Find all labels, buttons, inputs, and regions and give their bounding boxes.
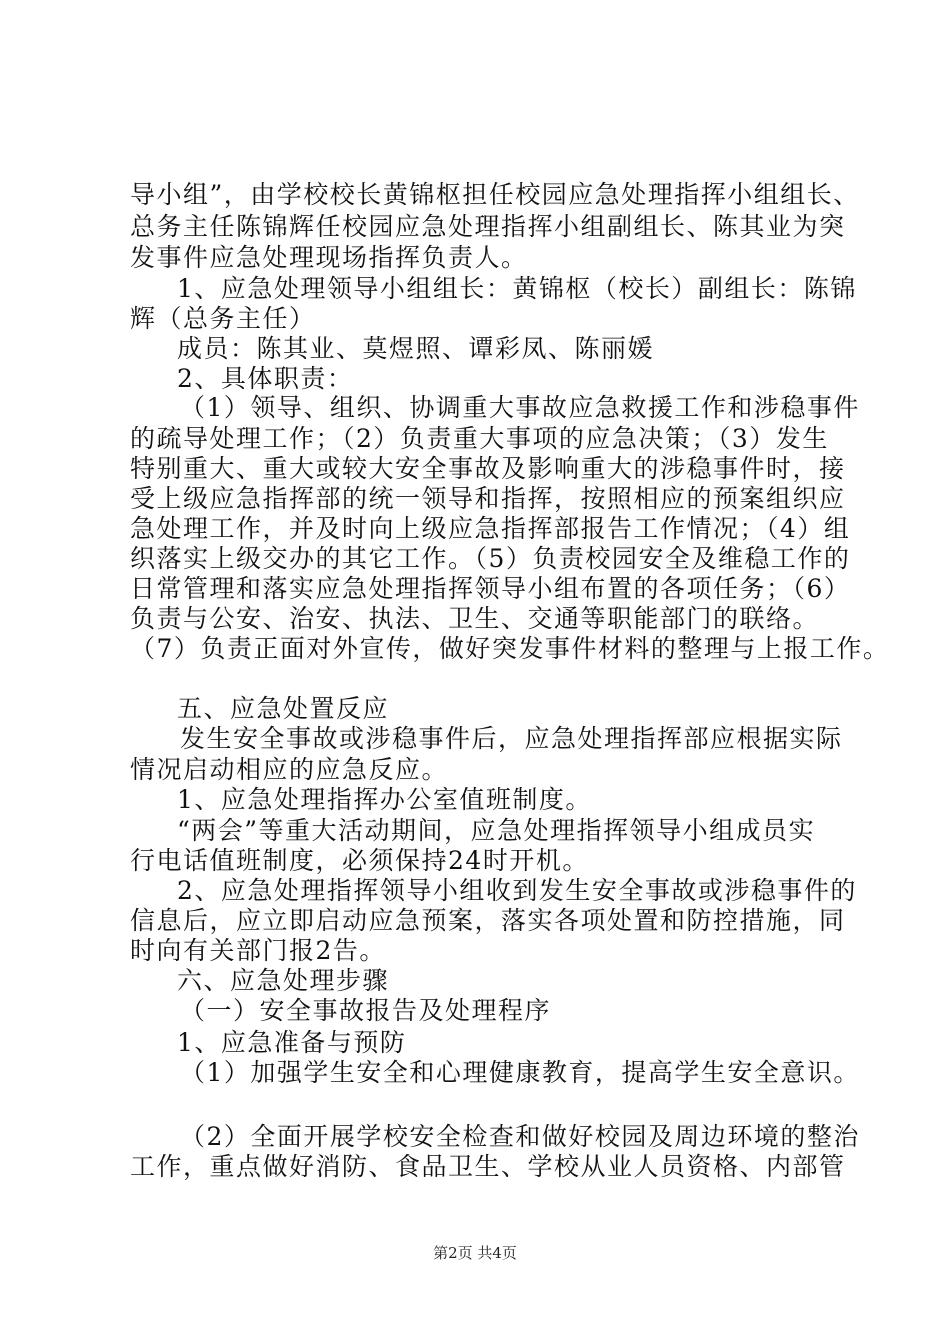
- text-line: 织落实上级交办的其它工作。（5）负责校园安全及维稳工作的: [130, 544, 851, 573]
- text-line: 总务主任陈锦辉任校园应急处理指挥小组副组长、陈其业为突: [130, 212, 846, 241]
- text-line: 工作，重点做好消防、食品卫生、学校从业人员资格、内部管: [130, 1152, 846, 1181]
- text-line: 发事件应急处理现场指挥负责人。: [130, 243, 528, 272]
- text-line: 成员：陈其业、莫煜照、谭彩凤、陈丽媛: [177, 334, 655, 363]
- text-line: 发生安全事故或涉稳事件后，应急处理指挥部应根据实际: [180, 724, 843, 753]
- text-line: （一）安全事故报告及处理程序: [180, 996, 552, 1025]
- section-heading: 五、应急处置反应: [177, 694, 390, 723]
- text-line: （1）领导、组织、协调重大事故应急救援工作和涉稳事件: [180, 393, 860, 422]
- text-line: （2）全面开展学校安全检查和做好校园及周边环境的整治: [180, 1122, 860, 1151]
- text-line: 1、应急处理领导小组组长：黄锦枢（校长）副组长：陈锦: [177, 274, 857, 303]
- text-line: （1）加强学生安全和心理健康教育，提高学生安全意识。: [180, 1058, 860, 1087]
- text-line: 情况启动相应的应急反应。: [130, 755, 449, 784]
- text-line: 负责与公安、治安、执法、卫生、交通等职能部门的联络。: [130, 604, 820, 633]
- page-number: 第2页 共4页: [433, 1244, 517, 1262]
- text-line: 时向有关部门报2告。: [130, 936, 386, 965]
- text-line: 1、应急准备与预防: [177, 1028, 407, 1057]
- text-line: 1、应急处理指挥办公室值班制度。: [177, 785, 592, 814]
- text-line: 日常管理和落实应急处理指挥领导小组布置的各项任务；（6）: [130, 574, 851, 603]
- text-line: 受上级应急指挥部的统一领导和指挥，按照相应的预案组织应: [130, 484, 846, 513]
- text-line: 急处理工作，并及时向上级应急指挥部报告工作情况；（4）组: [130, 514, 851, 543]
- text-line: “两会”等重大活动期间，应急处理指挥领导小组成员实: [177, 816, 816, 845]
- section-heading: 六、应急处理步骤: [177, 966, 390, 995]
- text-line: 2、应急处理指挥领导小组收到发生安全事故或涉稳事件的: [177, 876, 857, 905]
- text-line: 导小组”，由学校校长黄锦枢担任校园应急处理指挥小组组长、: [130, 180, 860, 209]
- text-line: 的疏导处理工作；（2）负责重大事项的应急决策；（3）发生: [130, 424, 829, 453]
- text-line: （7）负责正面对外宣传，做好突发事件材料的整理与上报工作。: [130, 634, 890, 663]
- text-line: 2、具体职责：: [177, 364, 354, 393]
- text-line: 特别重大、重大或较大安全事故及影响重大的涉稳事件时，接: [130, 454, 846, 483]
- text-line: 信息后，应立即启动应急预案，落实各项处置和防控措施，同: [130, 906, 846, 935]
- text-line: 辉（总务主任）: [130, 304, 316, 333]
- text-line: 行电话值班制度，必须保持24时开机。: [130, 846, 589, 875]
